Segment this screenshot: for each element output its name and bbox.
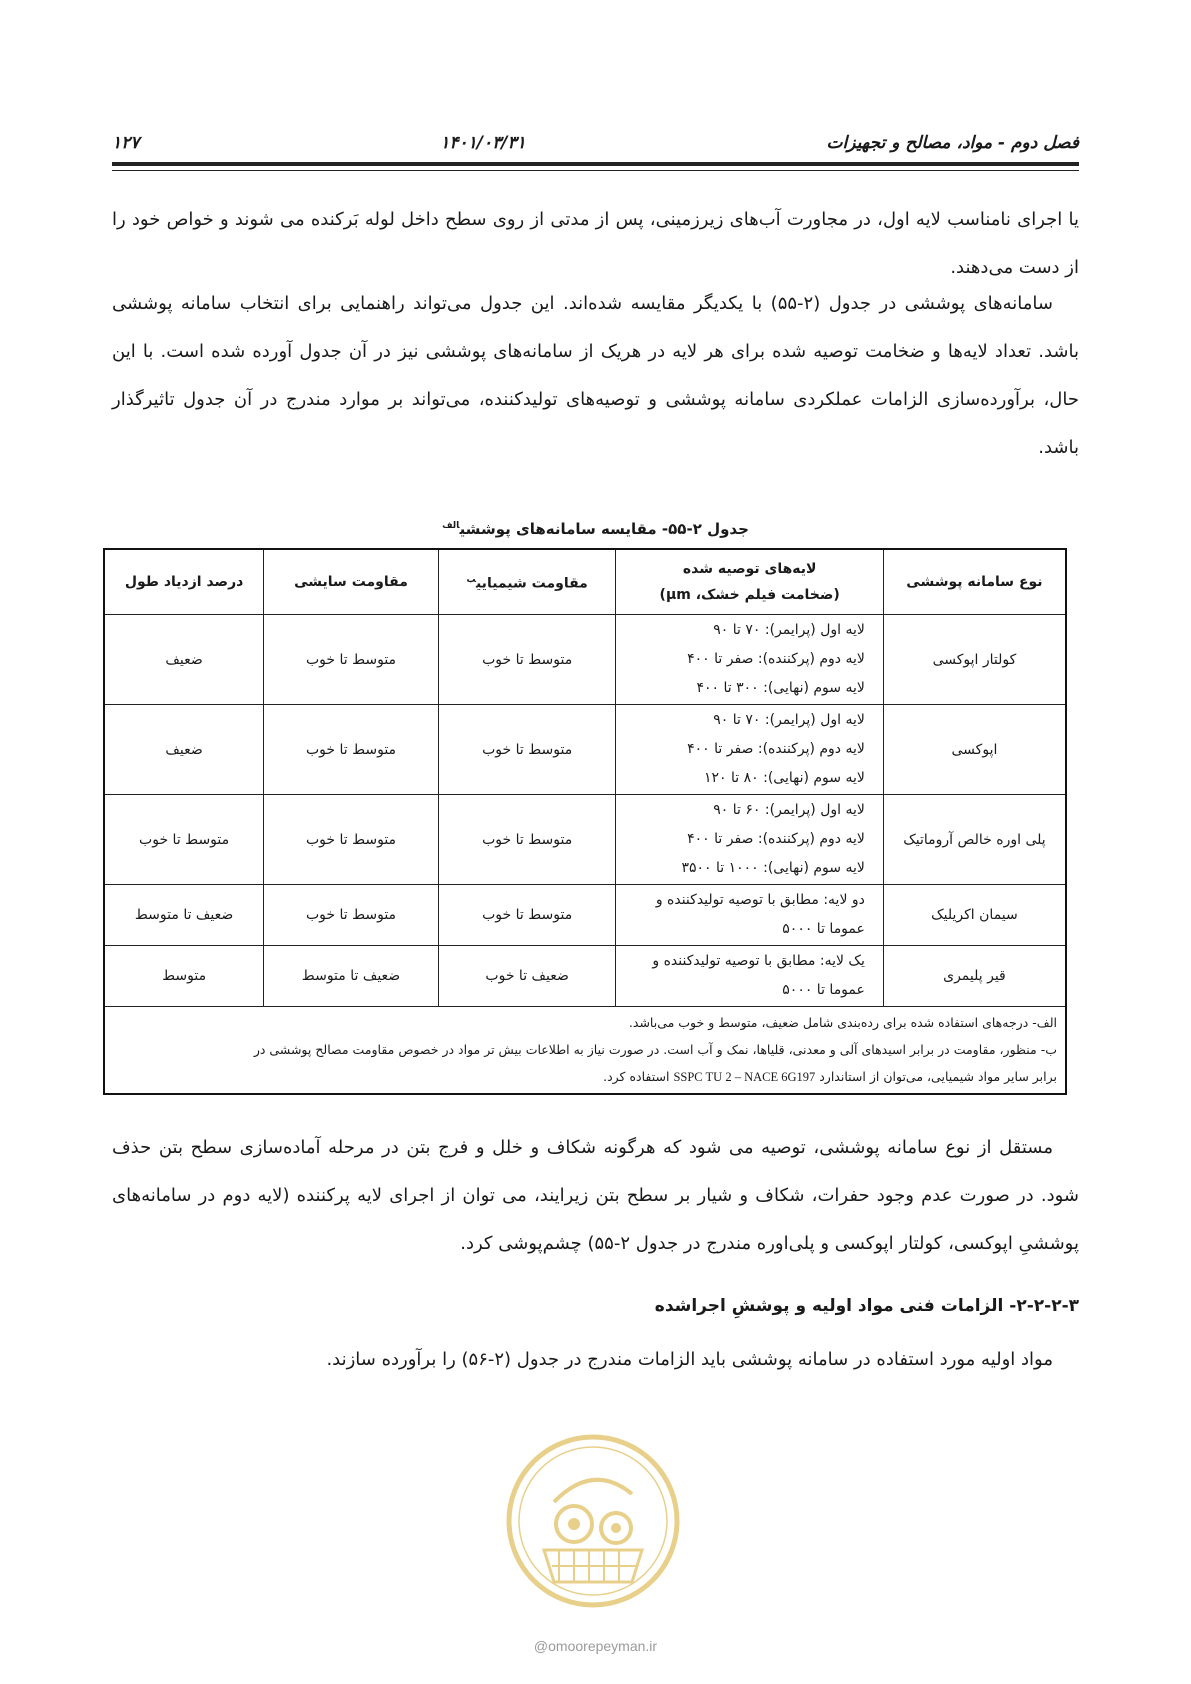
layer-line: لایه اول (پرایمر): ۷۰ تا ۹۰ <box>713 622 865 638</box>
cell-type: کولتار اپوکسی <box>883 615 1066 705</box>
header-date: ۱۴۰۱/۰۳/۳۱ <box>440 133 526 153</box>
paragraph-2: سامانه‌های پوششی در جدول (۲-۵۵) با یکدیگر مقایسه شده‌اند. این جدول می‌تواند راهنمایی برای انتخاب سامانه پوششی باشد. تعداد لایه‌ها و ضخامت توصیه شده برای هر لایه در هریک از سامانه‌های پوششی نیز در آن جدول آورده شده است. با این حال، برآورده‌سازی الزامات عملکردی سامانه پوششی و توصیه‌های تولیدکننده، می‌تواند بر موارد مندرج در آن جدول تاثیرگذار باشد. <box>112 293 1079 458</box>
paragraph-4: مواد اولیه مورد استفاده در سامانه پوششی باید الزامات مندرج در جدول (۲-۵۶) را برآورده سازند. <box>326 1349 1053 1370</box>
header-abrasion: مقاومت سایشی <box>264 549 439 615</box>
paragraph-1: یا اجرای نامناسب لایه اول، در مجاورت آب‌های زیرزمینی، پس از مدتی از روی سطح داخل لوله بَرکنده می شوند و خواص خود را از دست می‌دهند. <box>112 209 1079 278</box>
cell-type: اپوکسی <box>883 705 1066 795</box>
table-notes <box>104 1007 1066 1095</box>
paragraph-3: مستقل از نوع سامانه پوششی، توصیه می شود که هرگونه شکاف و خلل و فرج بتن در مرحله آماده‌سازی سطح بتن حذف شود. در صورت عدم وجود حفرات، شکاف و شیار بر سطح بتن زیرایند، می توان از اجرای لایه پرکننده (لایه دوم در سامانه‌های پوششیِ اپوکسی، کولتار اپوکسی و پلی‌اوره مندرج در جدول ۲-۵۵) چشم‌پوشی کرد. <box>112 1137 1079 1254</box>
cell-chemical: متوسط تا خوب <box>438 705 616 795</box>
note-a: الف- درجه‌های استفاده شده برای رده‌بندی شامل ضعیف، متوسط و خوب می‌باشد. <box>628 1015 1057 1030</box>
layer-line: دو لایه: مطابق با توصیه تولیدکننده و <box>655 892 865 908</box>
table-row <box>104 946 1066 1007</box>
cell-type: قیر پلیمری <box>883 946 1066 1007</box>
layer-line: یک لایه: مطابق با توصیه تولیدکننده و <box>652 953 865 969</box>
layer-line: لایه دوم (پرکننده): صفر تا ۴۰۰ <box>687 651 865 667</box>
layer-line: لایه دوم (پرکننده): صفر تا ۴۰۰ <box>687 741 865 757</box>
cell-elongation: ضعیف تا متوسط <box>104 885 264 946</box>
header-layers <box>616 549 883 615</box>
layer-line: لایه سوم (نهایی): ۸۰ تا ۱۲۰ <box>704 770 865 786</box>
header-layers-line2: (ضخامت فیلم خشک، μm) <box>659 587 840 603</box>
cell-elongation: متوسط <box>104 946 264 1007</box>
header-type: نوع سامانه پوششی <box>883 549 1066 615</box>
header-rule-thin <box>112 170 1079 171</box>
table-row <box>104 885 1066 946</box>
chapter-title: فصل دوم - مواد، مصالح و تجهیزات <box>826 133 1079 153</box>
standard-reference: SSPC TU 2 – NACE 6G197 <box>673 1070 816 1084</box>
cell-chemical: ضعیف تا خوب <box>438 946 616 1007</box>
layer-line: عموما تا ۵۰۰۰ <box>782 921 865 937</box>
cell-abrasion: متوسط تا خوب <box>264 615 439 705</box>
layer-line: لایه اول (پرایمر): ۷۰ تا ۹۰ <box>713 712 865 728</box>
table-row <box>104 705 1066 795</box>
header-rule-thick <box>112 162 1079 166</box>
cell-layers <box>616 946 883 1007</box>
cell-elongation: ضعیف <box>104 705 264 795</box>
layer-line: لایه سوم (نهایی): ۱۰۰۰ تا ۳۵۰۰ <box>681 860 865 876</box>
table-caption-text: جدول ۲-۵۵- مقایسه سامانه‌های پوششی <box>459 520 749 538</box>
note-b-line1: ب- منظور، مقاومت در برابر اسیدهای آلی و معدنی، قلیاها، نمک و آب است. در صورت نیاز به اطلاعات بیش تر مواد در خصوص مقاومت مصالح پوششی در <box>253 1042 1057 1057</box>
coating-comparison-table <box>103 548 1067 1095</box>
cell-type: پلی اوره خالص آروماتیک <box>883 795 1066 885</box>
table-caption-sup: الف <box>442 521 460 531</box>
table-header-row <box>104 549 1066 615</box>
table-row <box>104 615 1066 705</box>
cell-abrasion: متوسط تا خوب <box>264 795 439 885</box>
cell-abrasion: متوسط تا خوب <box>264 705 439 795</box>
cell-layers <box>616 885 883 946</box>
cell-layers <box>616 615 883 705</box>
note-b-post: استفاده کرد. <box>603 1069 670 1084</box>
page-number: ۱۲۷ <box>112 133 140 153</box>
cell-elongation: متوسط تا خوب <box>104 795 264 885</box>
header-layers-line1: لایه‌های توصیه شده <box>682 561 817 577</box>
cell-abrasion: ضعیف تا متوسط <box>264 946 439 1007</box>
note-b-line2 <box>113 1063 1057 1091</box>
layer-line: عموما تا ۵۰۰۰ <box>782 982 865 998</box>
layer-line: لایه اول (پرایمر): ۶۰ تا ۹۰ <box>713 802 865 818</box>
cell-chemical: متوسط تا خوب <box>438 615 616 705</box>
layer-line: لایه دوم (پرکننده): صفر تا ۴۰۰ <box>687 831 865 847</box>
table-notes-row <box>104 1007 1066 1095</box>
table-row <box>104 795 1066 885</box>
cell-chemical: متوسط تا خوب <box>438 885 616 946</box>
watermark-site: @omoorepeyman.ir <box>533 1638 658 1654</box>
header-chemical-label: مقاومت شیمیایی <box>475 575 588 592</box>
watermark-logo <box>504 1432 682 1610</box>
header-chemical-sup: ب <box>466 575 476 586</box>
cell-type: سیمان اکریلیک <box>883 885 1066 946</box>
note-b-pre: برابر سایر مواد شیمیایی، می‌توان از استاندارد <box>819 1069 1057 1084</box>
page-header <box>112 128 1079 158</box>
header-elongation: درصد ازدیاد طول <box>104 549 264 615</box>
logo-seal-icon <box>504 1432 682 1610</box>
cell-layers <box>616 705 883 795</box>
section-heading: ۲-۲-۲-۳- الزامات فنی مواد اولیه و پوششِ اجراشده <box>654 1296 1079 1316</box>
cell-elongation: ضعیف <box>104 615 264 705</box>
table-caption <box>103 520 1088 538</box>
layer-line: لایه سوم (نهایی): ۳۰۰ تا ۴۰۰ <box>696 680 865 696</box>
header-chemical <box>438 549 616 615</box>
cell-chemical: متوسط تا خوب <box>438 795 616 885</box>
cell-layers <box>616 795 883 885</box>
cell-abrasion: متوسط تا خوب <box>264 885 439 946</box>
